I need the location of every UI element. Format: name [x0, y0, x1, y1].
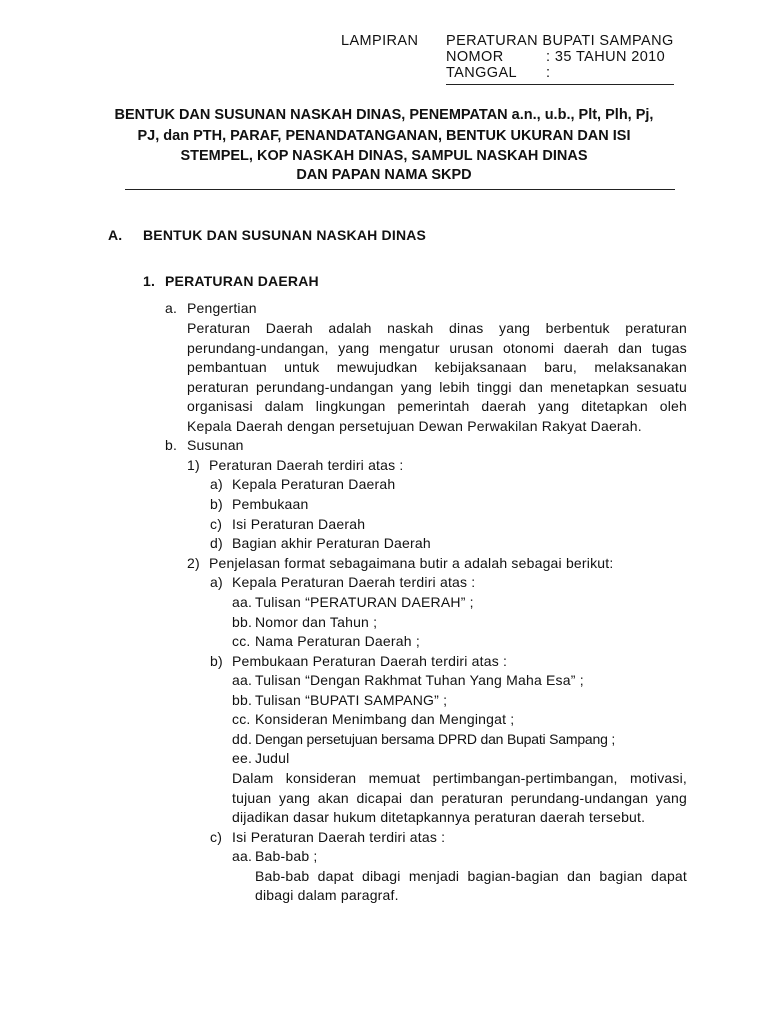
lampiran-label: LAMPIRAN — [341, 33, 419, 49]
list-item-marker: bb. — [232, 614, 253, 630]
item-2-text: Penjelasan format sebagaimana butir a adalah sebagai berikut: — [209, 555, 614, 571]
list-item: Bab-bab ; — [255, 848, 318, 864]
list-item: Nomor dan Tahun ; — [255, 614, 378, 630]
section-a-title: BENTUK DAN SUSUNAN NASKAH DINAS — [143, 227, 427, 243]
regulation-name: PERATURAN BUPATI SAMPANG — [446, 33, 674, 49]
tanggal-label: TANGGAL — [446, 65, 518, 81]
susunan-label: Susunan — [187, 437, 244, 453]
pengertian-line-4: peraturan perundang-undangan yang lebih tinggi dan menetapkan sesuatu — [187, 379, 687, 395]
item-2a-marker: a) — [210, 574, 223, 590]
pengertian-line-1: Peraturan Daerah adalah naskah dinas yang berbentuk peraturan — [187, 320, 687, 336]
nomor-value: : 35 TAHUN 2010 — [546, 49, 666, 65]
list-item-marker: c) — [210, 516, 223, 532]
pengertian-label: Pengertian — [187, 300, 257, 316]
list-item: Pembukaan — [232, 496, 309, 512]
konsideran-note-line-3: dijadikan dasar hukum ditetapkannya peraturan daerah tersebut. — [232, 809, 646, 825]
list-item: Nama Peraturan Daerah ; — [255, 633, 420, 649]
list-item-marker: ee. — [232, 750, 253, 766]
list-item: Konsideran Menimbang dan Mengingat ; — [255, 711, 515, 727]
subsection-1-marker: 1. — [143, 273, 156, 289]
pengertian-line-5: organisasi dalam lingkungan pemerintah daerah yang ditetapkan oleh — [187, 398, 687, 414]
list-item-marker: cc. — [232, 711, 251, 727]
bab-note-line-1: Bab-bab dapat dibagi menjadi bagian-bagian dan bagian dapat — [255, 868, 687, 884]
item-2-marker: 2) — [187, 555, 200, 571]
list-item: Isi Peraturan Daerah — [232, 516, 366, 532]
list-item-marker: aa. — [232, 848, 253, 864]
document-title-line-3: STEMPEL, KOP NASKAH DINAS, SAMPUL NASKAH DINAS — [180, 148, 588, 164]
list-item: Bagian akhir Peraturan Daerah — [232, 535, 431, 551]
list-item: Tulisan “BUPATI SAMPANG” ; — [255, 692, 448, 708]
pengertian-line-2: perundang-undangan, yang mengatur urusan otonomi daerah dan tugas — [187, 340, 687, 356]
bab-note-line-2: dibagi dalam paragraf. — [255, 887, 399, 903]
item-2a-text: Kepala Peraturan Daerah terdiri atas : — [232, 574, 476, 590]
list-item: Judul — [255, 750, 290, 766]
document-title-line-4: DAN PAPAN NAMA SKPD — [296, 167, 472, 183]
list-item-marker: bb. — [232, 692, 253, 708]
list-item-marker: b) — [210, 496, 223, 512]
header-underline — [446, 84, 674, 85]
item-1-text: Peraturan Daerah terdiri atas : — [209, 457, 404, 473]
pengertian-marker: a. — [165, 300, 178, 316]
list-item-marker: dd. — [232, 731, 253, 747]
susunan-marker: b. — [165, 437, 178, 453]
pengertian-line-6: Kepala Daerah dengan persetujuan Dewan Perwakilan Rakyat Daerah. — [187, 418, 642, 434]
item-2c-text: Isi Peraturan Daerah terdiri atas : — [232, 829, 446, 845]
list-item: Tulisan “Dengan Rakhmat Tuhan Yang Maha Esa” ; — [255, 672, 584, 688]
nomor-label: NOMOR — [446, 49, 504, 65]
list-item: Tulisan “PERATURAN DAERAH” ; — [255, 594, 474, 610]
item-2b-marker: b) — [210, 653, 223, 669]
konsideran-note-line-2: tujuan yang akan dicapai dan peraturan perundang-undangan yang — [232, 790, 687, 806]
list-item-marker: d) — [210, 535, 223, 551]
list-item: Kepala Peraturan Daerah — [232, 476, 396, 492]
item-1-marker: 1) — [187, 457, 200, 473]
item-2c-marker: c) — [210, 829, 223, 845]
list-item-marker: aa. — [232, 672, 253, 688]
tanggal-value: : — [546, 65, 551, 81]
konsideran-note-line-1: Dalam konsideran memuat pertimbangan-pertimbangan, motivasi, — [232, 770, 687, 786]
list-item-marker: a) — [210, 476, 223, 492]
document-title-line-2: PJ, dan PTH, PARAF, PENANDATANGANAN, BENTUK UKURAN DAN ISI — [137, 128, 631, 144]
subsection-1-title: PERATURAN DAERAH — [165, 273, 319, 289]
section-a-marker: A. — [108, 227, 123, 243]
list-item: Dengan persetujuan bersama DPRD dan Bupati Sampang ; — [255, 731, 616, 747]
title-underline — [125, 189, 675, 190]
list-item-marker: cc. — [232, 633, 251, 649]
item-2b-text: Pembukaan Peraturan Daerah terdiri atas : — [232, 653, 508, 669]
list-item-marker: aa. — [232, 594, 253, 610]
document-title-line-1: BENTUK DAN SUSUNAN NASKAH DINAS, PENEMPATAN a.n., u.b., Plt, Plh, Pj, — [114, 107, 654, 123]
pengertian-line-3: pembantuan untuk mewujudkan kebijaksanaan baru, melaksanakan — [187, 359, 687, 375]
